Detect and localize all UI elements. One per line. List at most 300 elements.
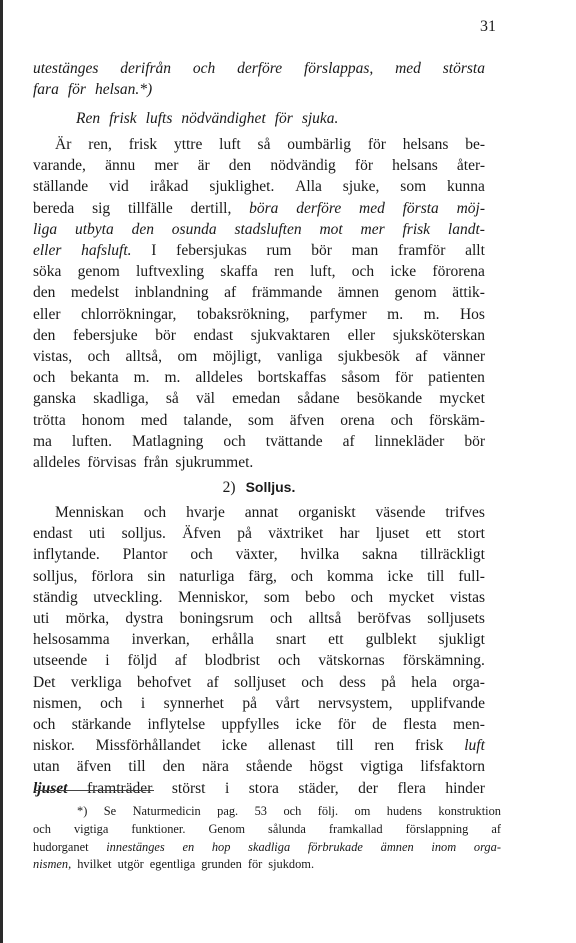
word: Det: [33, 673, 56, 691]
word: möj-: [456, 199, 485, 217]
word: nödvändig: [270, 157, 336, 175]
word: stärkande: [71, 716, 132, 734]
word: bör: [464, 432, 485, 450]
word: rum: [266, 242, 292, 260]
word: såsom: [341, 369, 381, 387]
word: skadliga: [248, 839, 291, 854]
word: af: [342, 432, 355, 450]
word: störst: [171, 779, 206, 797]
word: fara: [33, 81, 59, 99]
text-line: [33, 735, 485, 756]
word: mot: [319, 220, 343, 238]
word: vid: [108, 178, 129, 196]
word: behofvet: [137, 673, 192, 691]
word: medelst: [70, 284, 120, 302]
word: grunden: [201, 857, 242, 872]
footnote-separator: [34, 790, 154, 791]
word: den: [162, 758, 186, 776]
paragraph-fresh-air: [33, 134, 485, 473]
word: ett: [425, 525, 442, 543]
word: vänner: [442, 348, 485, 366]
word: talande,: [183, 411, 233, 429]
word: af: [174, 652, 187, 670]
word: tillräckligt: [420, 546, 485, 564]
word: mörka,: [65, 610, 110, 628]
word: luften.: [71, 432, 112, 450]
word: innestänges: [106, 839, 165, 854]
text-line: [33, 650, 485, 671]
word: orga-: [473, 839, 501, 854]
paragraph-sunlight: [33, 502, 485, 799]
word: för: [337, 716, 356, 734]
text-line: [33, 388, 485, 409]
word: för: [395, 369, 414, 387]
text-line: [33, 778, 485, 799]
word: bortskaffas: [257, 369, 327, 387]
word: växter,: [235, 546, 278, 564]
footnote-line: [33, 803, 501, 821]
word: skadliga,: [93, 390, 149, 408]
word: för: [367, 136, 386, 153]
word: I: [151, 242, 157, 260]
word: eller: [33, 242, 62, 260]
word: be-: [465, 136, 485, 153]
word: som: [263, 588, 290, 606]
word: som: [400, 178, 427, 196]
word: stående: [245, 758, 293, 776]
text-line: [33, 502, 485, 523]
word: sin: [147, 567, 166, 585]
word: dertill,: [190, 199, 232, 217]
word: man: [351, 242, 379, 260]
word: febersjukas: [176, 242, 247, 260]
word: lufts: [145, 110, 173, 127]
word: inverkan,: [131, 631, 190, 649]
footnote-line: [33, 839, 501, 857]
word: hela: [411, 673, 438, 691]
word: parfymer: [309, 305, 367, 323]
word: Hos: [459, 305, 485, 323]
word: niskor.: [33, 737, 75, 755]
word: i: [224, 779, 230, 797]
word: och: [269, 610, 293, 628]
word: m.: [387, 305, 404, 323]
word: osunda: [171, 220, 217, 238]
text-line: [33, 261, 485, 282]
text-line: [33, 410, 485, 431]
word: för: [354, 157, 373, 175]
word: om: [354, 804, 371, 818]
word: sådane: [297, 390, 340, 408]
word: Genom: [208, 821, 245, 836]
word: och: [283, 804, 302, 818]
word: som: [247, 411, 274, 429]
word: men-: [453, 716, 485, 734]
word: iråkad: [149, 178, 189, 196]
word: utestänges: [33, 60, 99, 77]
word: i: [140, 694, 146, 712]
word: städer,: [298, 779, 339, 797]
word: ren: [374, 737, 395, 755]
word: frisk: [128, 136, 158, 153]
word: är: [197, 157, 210, 175]
word: böra: [249, 199, 279, 217]
word: dess: [339, 673, 366, 691]
word: vigtiga: [360, 758, 404, 776]
word: äfven: [289, 411, 325, 429]
word: utveckling.: [93, 588, 163, 606]
word: stort: [457, 525, 485, 543]
word: växtriket: [268, 525, 324, 543]
word: hop: [211, 839, 231, 854]
word: solljus.: [121, 525, 166, 543]
word: eller: [33, 305, 61, 323]
word: trifves: [445, 504, 485, 521]
word: Menniskan: [55, 504, 124, 521]
word: mycket: [439, 390, 485, 408]
footnote: [33, 803, 501, 874]
word: i: [105, 652, 110, 670]
word: möjligt,: [212, 348, 262, 366]
word: frisk: [109, 110, 137, 127]
word: derföre: [296, 199, 342, 217]
word: orga-: [452, 673, 485, 691]
word: upplifvande: [410, 694, 485, 712]
word: alltså,: [125, 348, 163, 366]
word: Matlagning: [131, 432, 204, 450]
word: beröfvas: [357, 610, 411, 628]
word: har: [339, 525, 360, 543]
word: tillfälle: [127, 199, 173, 217]
word: skaffa: [220, 263, 258, 281]
word: och: [223, 432, 246, 450]
word: trötta: [33, 411, 66, 429]
word: helsans: [392, 157, 438, 175]
word: ljuset: [33, 779, 68, 797]
text-line: [33, 566, 485, 587]
word: alldeles: [195, 369, 243, 387]
word: vanliga: [276, 348, 323, 366]
text-line: [33, 672, 485, 693]
word: sjukbesök: [337, 348, 400, 366]
word: varande,: [33, 157, 86, 175]
text-line: [33, 79, 485, 100]
word: högst: [309, 758, 344, 776]
word: hvilka: [300, 546, 340, 564]
word: alltså: [308, 610, 342, 628]
word: ställande: [33, 178, 89, 196]
word: en: [182, 839, 195, 854]
word: utan: [33, 758, 60, 776]
word: åter-: [456, 157, 485, 175]
text-line: [33, 219, 485, 240]
word: sjukdom.: [268, 857, 315, 872]
word: hvilket: [77, 857, 112, 872]
word: ren: [274, 263, 294, 281]
word: de: [372, 716, 387, 734]
word: sjuksköterskan: [392, 326, 485, 344]
word: ättik-: [452, 284, 485, 302]
word: helsosamma: [33, 631, 110, 649]
word: vistas: [449, 588, 485, 606]
word: sjukrummet.: [175, 454, 254, 472]
word: solljusets: [427, 610, 485, 628]
subheading-sunlight: [33, 477, 485, 498]
word: vistas,: [33, 348, 73, 366]
word: ämnen: [380, 839, 414, 854]
word: den: [228, 157, 252, 175]
word: kunna: [447, 178, 485, 196]
text-line: [33, 431, 485, 452]
word: Missförhållandet: [95, 737, 201, 755]
word: frisk: [402, 220, 431, 238]
word: första: [402, 199, 439, 217]
footnote-line: [33, 856, 501, 874]
word: på: [381, 673, 396, 691]
word: den: [131, 220, 154, 238]
word: honom: [81, 411, 125, 429]
word: så: [165, 390, 179, 408]
word: erhålla: [211, 631, 254, 649]
word: och: [301, 673, 324, 691]
word: sakna: [362, 546, 398, 564]
word: bekanta: [70, 369, 119, 387]
word: till: [128, 758, 146, 776]
word: m.: [423, 305, 440, 323]
word: luftvexling: [136, 263, 205, 281]
word: ett: [328, 631, 344, 649]
text-line: [33, 544, 485, 565]
page-number: 31: [480, 18, 496, 35]
word: af: [224, 284, 237, 302]
word: eller: [347, 326, 376, 344]
text-line: [33, 608, 485, 629]
word: äfven: [76, 758, 112, 776]
word: linnekläder: [374, 432, 445, 450]
word: bereda: [33, 199, 75, 217]
word: hvarje: [186, 504, 225, 521]
word: bör: [155, 326, 176, 344]
word: och: [33, 369, 56, 387]
word: derföre: [237, 60, 283, 77]
word: oumbärlig: [287, 136, 351, 153]
word: Naturmedicin: [132, 804, 201, 818]
text-line: [33, 304, 485, 325]
word: alldeles: [33, 454, 81, 472]
word: solljuset: [234, 673, 286, 691]
word: dystra: [125, 610, 164, 628]
word: och: [33, 821, 51, 836]
word: ljuset: [375, 525, 410, 543]
word: förslappas,: [303, 60, 374, 77]
word: och: [290, 567, 314, 585]
text-line: [33, 176, 485, 197]
word: största: [442, 60, 485, 77]
word: pag.: [217, 804, 239, 818]
word: utbyta: [74, 220, 114, 238]
word: endast: [193, 326, 234, 344]
word: solljus,: [33, 567, 78, 585]
word: ren,: [88, 136, 112, 153]
word: Menniskor,: [178, 588, 249, 606]
subheading-line: [33, 477, 485, 498]
word: yttre: [173, 136, 203, 153]
word: besökande: [356, 390, 423, 408]
word: blodbrist: [204, 652, 260, 670]
word: ma: [33, 432, 52, 450]
word: och: [100, 694, 123, 712]
word: genom: [77, 263, 120, 281]
word: ännu: [105, 157, 136, 175]
word: vårt: [275, 694, 300, 712]
word: och: [33, 716, 56, 734]
word: om: [177, 348, 198, 366]
text-line: [33, 587, 485, 608]
word: sjukvaktaren: [250, 326, 330, 344]
word: till: [427, 567, 445, 585]
word: naturliga: [179, 567, 235, 585]
word: sig: [92, 199, 111, 217]
word: inflytande.: [33, 546, 100, 564]
word: framkallad: [328, 821, 383, 836]
word: der: [358, 779, 378, 797]
text-line: [33, 452, 485, 473]
text-line: [33, 155, 485, 176]
word: vätskornas: [318, 652, 385, 670]
word: så: [257, 136, 271, 153]
word: hudorganet: [33, 839, 89, 854]
text-line: [33, 523, 485, 544]
subheading-number: 2): [222, 479, 236, 496]
word: ganska: [33, 390, 77, 408]
word: snart: [275, 631, 307, 649]
text-line: [33, 58, 485, 79]
word: allt: [465, 242, 485, 260]
word: och: [350, 588, 374, 606]
word: komma: [327, 567, 374, 585]
word: sjuklighet.: [209, 178, 275, 196]
word: förlora: [91, 567, 134, 585]
text-line: [33, 693, 485, 714]
word: och: [390, 411, 413, 429]
word: sjukligt: [438, 631, 485, 649]
word: organiskt: [298, 504, 356, 521]
word: stora: [248, 779, 279, 797]
word: tobaksrökning,: [196, 305, 290, 323]
word: förvisas: [87, 454, 137, 472]
word: förbrukade: [307, 839, 363, 854]
word: till: [336, 737, 354, 755]
section-heading: [33, 108, 485, 129]
word: väl: [195, 390, 215, 408]
word: väsende: [375, 504, 426, 521]
word: lifsfaktorn: [420, 758, 485, 776]
word: med: [359, 199, 385, 217]
text-line: [33, 346, 485, 367]
word: och: [143, 504, 167, 521]
word: helsans: [402, 136, 449, 153]
word: nismen,: [33, 857, 72, 872]
word: derifrån: [120, 60, 172, 77]
text-line: [33, 240, 485, 261]
word: på: [237, 525, 252, 543]
word: frisk: [415, 737, 444, 755]
word: och: [190, 546, 213, 564]
word: utseende: [33, 652, 88, 670]
word: mer: [360, 220, 385, 238]
word: främmande: [251, 284, 323, 302]
text-line: [33, 367, 485, 388]
word: hafsluft.: [81, 242, 132, 260]
word: hinder: [445, 779, 485, 797]
word: funktioner.: [131, 821, 186, 836]
word: sålunda: [268, 821, 306, 836]
word: helsan.*): [94, 81, 153, 99]
word: och: [278, 652, 301, 670]
word: bebo: [305, 588, 336, 606]
word: egentliga: [149, 857, 196, 872]
word: inflytelse: [147, 716, 206, 734]
word: nära: [202, 758, 229, 776]
word: flesta: [403, 716, 437, 734]
word: Äfven: [182, 525, 221, 543]
word: ständig: [33, 588, 78, 606]
word: mycket: [388, 588, 435, 606]
word: framträder: [86, 779, 153, 797]
word: uppfylles: [221, 716, 280, 734]
word: af: [206, 673, 219, 691]
subheading-title: Solljus.: [245, 479, 296, 495]
text-line: [33, 325, 485, 346]
word: förskämning.: [402, 652, 485, 670]
word: orena: [340, 411, 375, 429]
word: och: [87, 348, 111, 366]
word: följ.: [317, 804, 339, 818]
word: full-: [458, 567, 485, 585]
word: vigtiga: [73, 821, 109, 836]
heading-line: [33, 108, 485, 129]
word: synnerhet: [163, 694, 224, 712]
word: med: [395, 60, 421, 77]
word: den: [33, 326, 56, 344]
word: förorena: [432, 263, 485, 281]
word: uti: [88, 525, 106, 543]
word: 53: [254, 804, 267, 818]
word: den: [33, 284, 56, 302]
word: allenast: [268, 737, 316, 755]
text-line: [33, 714, 485, 735]
word: färg,: [248, 567, 277, 585]
footnote-line: [33, 821, 501, 839]
word: stadsluften: [234, 220, 302, 238]
scan-edge: [0, 0, 3, 943]
word: verkliga: [70, 673, 122, 691]
word: utgör: [117, 857, 144, 872]
word: boningsrum: [179, 610, 254, 628]
word: inblandning: [134, 284, 209, 302]
word: nervsystem,: [318, 694, 393, 712]
word: Alla: [295, 178, 322, 196]
word: Plantor: [122, 546, 168, 564]
word: icke: [390, 263, 417, 281]
word: ämnen: [337, 284, 380, 302]
word: förskäm-: [428, 411, 485, 429]
word: och: [351, 263, 375, 281]
word: luft: [464, 737, 485, 755]
text-line: [33, 629, 485, 650]
word: genom: [394, 284, 437, 302]
word: bör: [311, 242, 332, 260]
